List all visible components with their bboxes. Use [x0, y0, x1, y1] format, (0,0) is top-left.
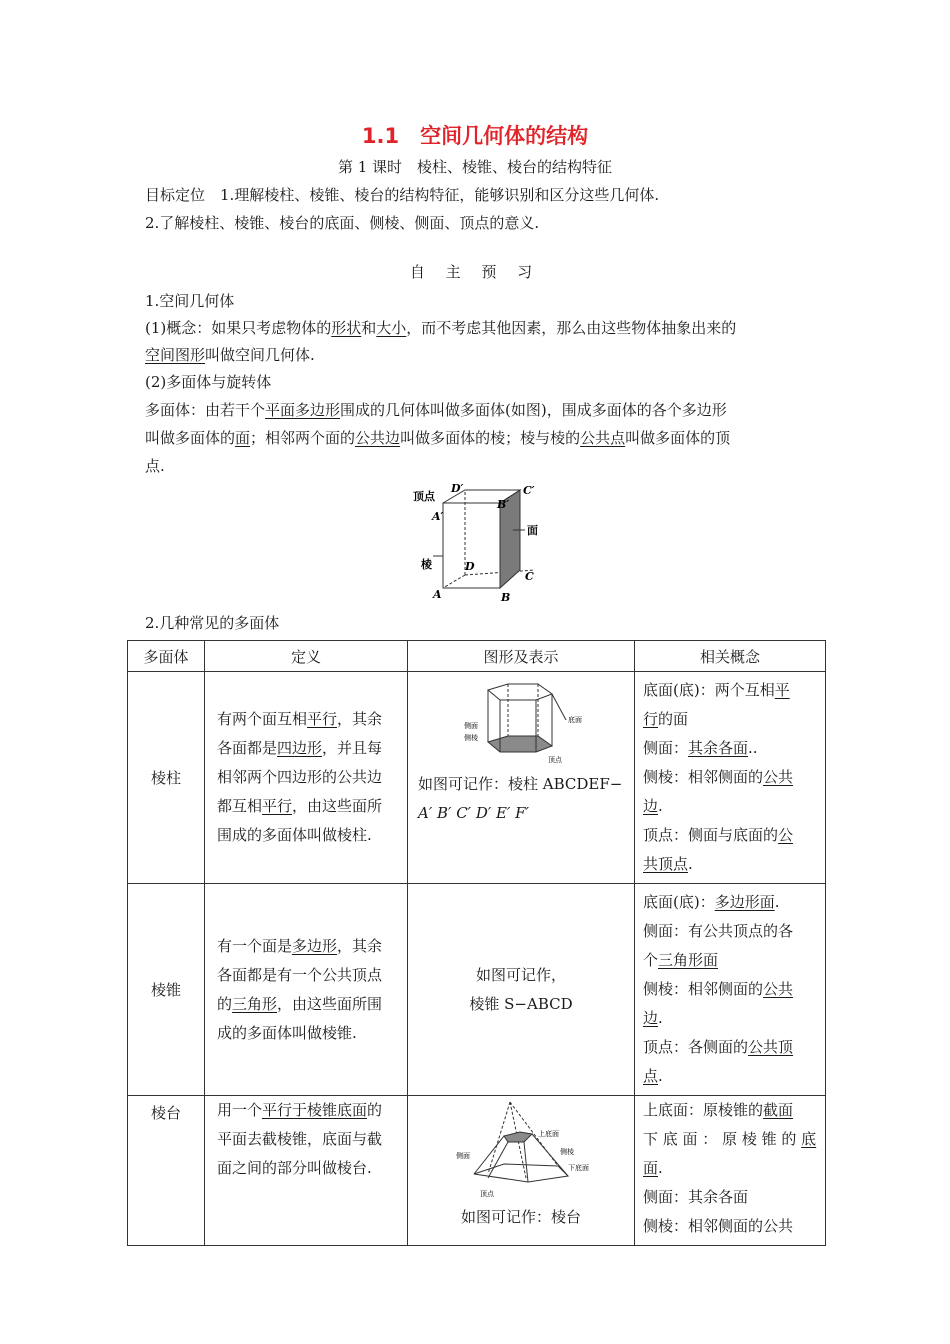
concept-line	[643, 1125, 821, 1154]
text: 侧棱：相邻侧面的	[643, 980, 764, 998]
text: 都互相	[217, 797, 263, 815]
blank-answer: 三角形面	[658, 951, 719, 969]
text: ，由这些面所	[292, 797, 383, 815]
frustum-name: 棱台	[128, 1096, 205, 1246]
blank-answer: 四边形	[277, 739, 323, 757]
text: 用一个	[217, 1101, 263, 1119]
blank-answer: 平	[774, 681, 790, 699]
bottom-base	[474, 1164, 568, 1182]
def-line: 各面都是有一个公共顶点	[217, 965, 383, 984]
text: 和	[361, 319, 377, 337]
blank-answer: 公共	[763, 768, 794, 786]
text: 多面体：由若干个	[145, 401, 266, 419]
def-line: 围成的多面体叫做棱柱.	[217, 826, 372, 844]
header-cell: 相关概念	[635, 641, 826, 672]
text: 叫做空间几何体.	[205, 346, 315, 364]
bottom-base	[488, 736, 552, 752]
def-line	[217, 792, 397, 821]
prism-notation-1: 如图可记作：棱柱 ABCDEF−	[418, 775, 623, 793]
frustum-figure-cell	[408, 1096, 635, 1246]
text: 叫做多面体的顶	[625, 429, 731, 447]
blank-answer: 面	[235, 429, 251, 447]
lateral-edge	[488, 1142, 508, 1178]
blank-answer: 大小	[376, 319, 407, 337]
blank-answer: 公共顶	[748, 1038, 794, 1056]
concept-line	[643, 1033, 821, 1062]
blank-answer: 公共	[763, 980, 794, 998]
polyhedron-figure	[405, 480, 555, 605]
prism-concepts	[635, 672, 826, 884]
concept-line	[643, 1062, 821, 1091]
text: ，其余	[337, 936, 383, 955]
blank-answer: 点	[643, 1067, 659, 1085]
text: 上底面：原棱锥的	[643, 1101, 764, 1119]
top-base	[488, 684, 552, 700]
text: .	[658, 1009, 663, 1027]
text: 叫做多面体的棱；棱与棱的	[400, 429, 581, 447]
pyramid-figure-cell	[408, 884, 635, 1096]
concept-line	[643, 888, 821, 917]
concept-line	[643, 676, 821, 705]
blank-answer: 公共点	[580, 429, 626, 447]
frustum-caption: 如图可记作：棱台	[460, 1208, 581, 1226]
vertex-label: 顶点	[548, 756, 562, 764]
s1-sub2: (2)多面体与旋转体	[145, 373, 272, 391]
concept-line	[643, 975, 821, 1004]
text: 各面都是	[217, 739, 278, 757]
text: 的	[367, 1101, 383, 1119]
pyramid-definition	[205, 884, 408, 1096]
prism-figure-cell	[408, 672, 635, 884]
pyramid-concepts	[635, 884, 826, 1096]
text: ..	[748, 739, 758, 757]
frustum-concepts	[635, 1096, 826, 1246]
blank-answer: 形状	[331, 319, 362, 337]
s1-poly-line-3: 点.	[145, 457, 165, 475]
blank-answer: 平行	[262, 797, 293, 815]
label-B: B	[501, 591, 511, 604]
def-line	[217, 1096, 397, 1125]
frustum-figure	[408, 1096, 634, 1204]
blank-answer: 多边形	[292, 936, 338, 955]
text: 的	[217, 994, 233, 1013]
blank-answer: 平行	[307, 710, 338, 728]
header-cell: 定义	[205, 641, 408, 672]
text: 侧棱：相邻侧面的	[643, 768, 764, 786]
text: .	[688, 855, 693, 873]
concept-line	[643, 792, 821, 821]
blank-answer: 公	[778, 826, 794, 844]
text: 围成的几何体叫做多面体(如图)，围成多面体的各个多边形	[340, 401, 727, 419]
text: ，由这些面所围	[277, 994, 383, 1013]
blank-answer: 平行于棱锥底面	[262, 1101, 368, 1119]
concept-line	[643, 821, 821, 850]
blank-answer: 边	[643, 1009, 659, 1027]
table-row-prism	[128, 672, 826, 884]
def-line	[217, 734, 397, 763]
prism-notation-2: A′ B′ C′ D′ E′ F′	[418, 804, 529, 822]
text: ，而不考虑其他因素，那么由这些物体抽象出来的	[406, 319, 737, 337]
concept-line: 侧棱：相邻侧面的公共	[643, 1217, 794, 1235]
edge-label: 棱	[421, 558, 432, 571]
text: ；相邻两个面的	[250, 429, 356, 447]
text: .	[658, 1067, 663, 1085]
base-label: 底面	[568, 716, 582, 724]
page-title: 1.1 空间几何体的结构	[361, 124, 589, 148]
s2-heading: 2.几种常见的多面体	[145, 614, 280, 632]
concept-line: 侧面：其余各面	[643, 1188, 749, 1206]
side-edge-label: 侧棱	[560, 1148, 574, 1156]
goal-line-2: 2.了解棱柱、棱锥、棱台的底面、侧棱、侧面、顶点的意义.	[145, 214, 540, 232]
concept-line	[643, 734, 821, 763]
s1-poly-line-1	[145, 399, 727, 420]
concept-line	[643, 1004, 821, 1033]
text: ，其余	[337, 710, 383, 728]
text: 底面(底)：两个互相	[643, 681, 775, 699]
goal-line-1: 目标定位 1.理解棱柱、棱锥、棱台的结构特征，能够识别和区分这些几何体.	[145, 186, 660, 204]
s1-poly-line-2	[145, 427, 730, 448]
top-base-label: 上底面	[538, 1130, 559, 1138]
label-C1: C′	[523, 484, 535, 497]
blank-answer: 空间图形	[145, 346, 206, 364]
text: 有两个面互相	[217, 710, 308, 728]
concept-line	[643, 1154, 821, 1183]
bottom-base-label: 下底面	[568, 1164, 589, 1172]
blank-answer: 边	[643, 797, 659, 815]
label-A1: A′	[432, 510, 444, 523]
front-face	[443, 503, 500, 588]
hidden-edge	[443, 575, 465, 588]
lateral-edge	[474, 1136, 504, 1174]
label-B1: B′	[497, 498, 510, 511]
blank-answer: 共顶点	[643, 855, 689, 873]
def-line: 成的多面体叫做棱锥.	[217, 1023, 357, 1042]
text: 底面(底)：	[643, 893, 715, 911]
section-heading: 自 主 预 习	[409, 263, 541, 281]
concept-line: 侧面：有公共顶点的各	[643, 922, 794, 940]
label-A: A	[433, 588, 442, 601]
def-line: 面之间的部分叫做棱台.	[217, 1159, 372, 1177]
concept-line	[643, 1096, 821, 1125]
def-line	[217, 990, 397, 1019]
blank-answer: 三角形	[232, 994, 278, 1013]
pyramid-name: 棱锥	[128, 884, 205, 1096]
def-line	[217, 705, 397, 734]
polyhedra-table	[127, 640, 826, 1246]
prism-figure	[408, 672, 634, 772]
text: 有一个面是	[217, 936, 293, 955]
text: 的面	[658, 710, 689, 728]
table-row-pyramid	[128, 884, 826, 1096]
concept-line	[643, 705, 821, 734]
header-cell: 多面体	[128, 641, 205, 672]
text: 下 底 面 ： 原 棱 锥 的	[643, 1130, 802, 1148]
text: 侧面：	[643, 739, 689, 757]
text: 顶点：各侧面的	[643, 1038, 749, 1056]
side-edge-label: 侧棱	[464, 734, 478, 742]
blank-answer: 公共边	[355, 429, 401, 447]
label-D1: D′	[451, 482, 464, 495]
def-line: 平面去截棱锥，底面与截	[217, 1130, 383, 1148]
blank-answer: 面	[643, 1159, 659, 1177]
side-face-label: 侧面	[464, 722, 478, 730]
text: .	[658, 1159, 663, 1177]
text: ，并且每	[322, 739, 383, 757]
def-line	[217, 932, 397, 961]
concept-line	[643, 763, 821, 792]
text: .	[774, 893, 780, 911]
pyramid-notation-2: 棱锥 S−ABCD	[469, 994, 573, 1013]
s1-concept-line-1	[145, 317, 736, 338]
text: 个	[643, 951, 659, 969]
header-cell: 图形及表示	[408, 641, 635, 672]
blank-answer: 行	[643, 710, 659, 728]
page-subtitle: 第 1 课时 棱柱、棱锥、棱台的结构特征	[337, 158, 613, 176]
label-D: D	[465, 560, 475, 573]
blank-answer: 底	[801, 1130, 817, 1148]
label-C: C	[525, 570, 534, 583]
text: 叫做多面体的	[145, 429, 236, 447]
prism-definition	[205, 672, 408, 884]
concept-line	[643, 946, 821, 975]
text: (1)概念：如果只考虑物体的	[145, 319, 332, 337]
text: .	[658, 797, 663, 815]
s1-heading: 1.空间几何体	[145, 292, 235, 310]
side-face-label: 侧面	[456, 1152, 470, 1160]
concept-line	[643, 850, 821, 879]
text: 顶点：侧面与底面的	[643, 826, 779, 844]
prism-name: 棱柱	[128, 672, 205, 884]
table-header-row	[128, 641, 826, 672]
table-row-frustum	[128, 1096, 826, 1246]
vertex-label: 顶点	[413, 490, 435, 503]
blank-answer: 其余各面	[688, 739, 749, 757]
blank-answer: 多边形面	[714, 893, 775, 911]
def-line: 相邻两个四边形的公共边	[217, 768, 383, 786]
blank-answer: 截面	[763, 1101, 794, 1119]
face-label: 面	[527, 524, 538, 537]
top-base	[504, 1132, 532, 1142]
blank-answer: 平面多边形	[265, 401, 341, 419]
base-pointer	[552, 694, 566, 720]
s1-concept-line-2	[145, 344, 315, 365]
frustum-definition	[205, 1096, 408, 1246]
vertex-label: 顶点	[480, 1190, 494, 1198]
pyramid-notation-1: 如图可记作，	[475, 965, 566, 984]
